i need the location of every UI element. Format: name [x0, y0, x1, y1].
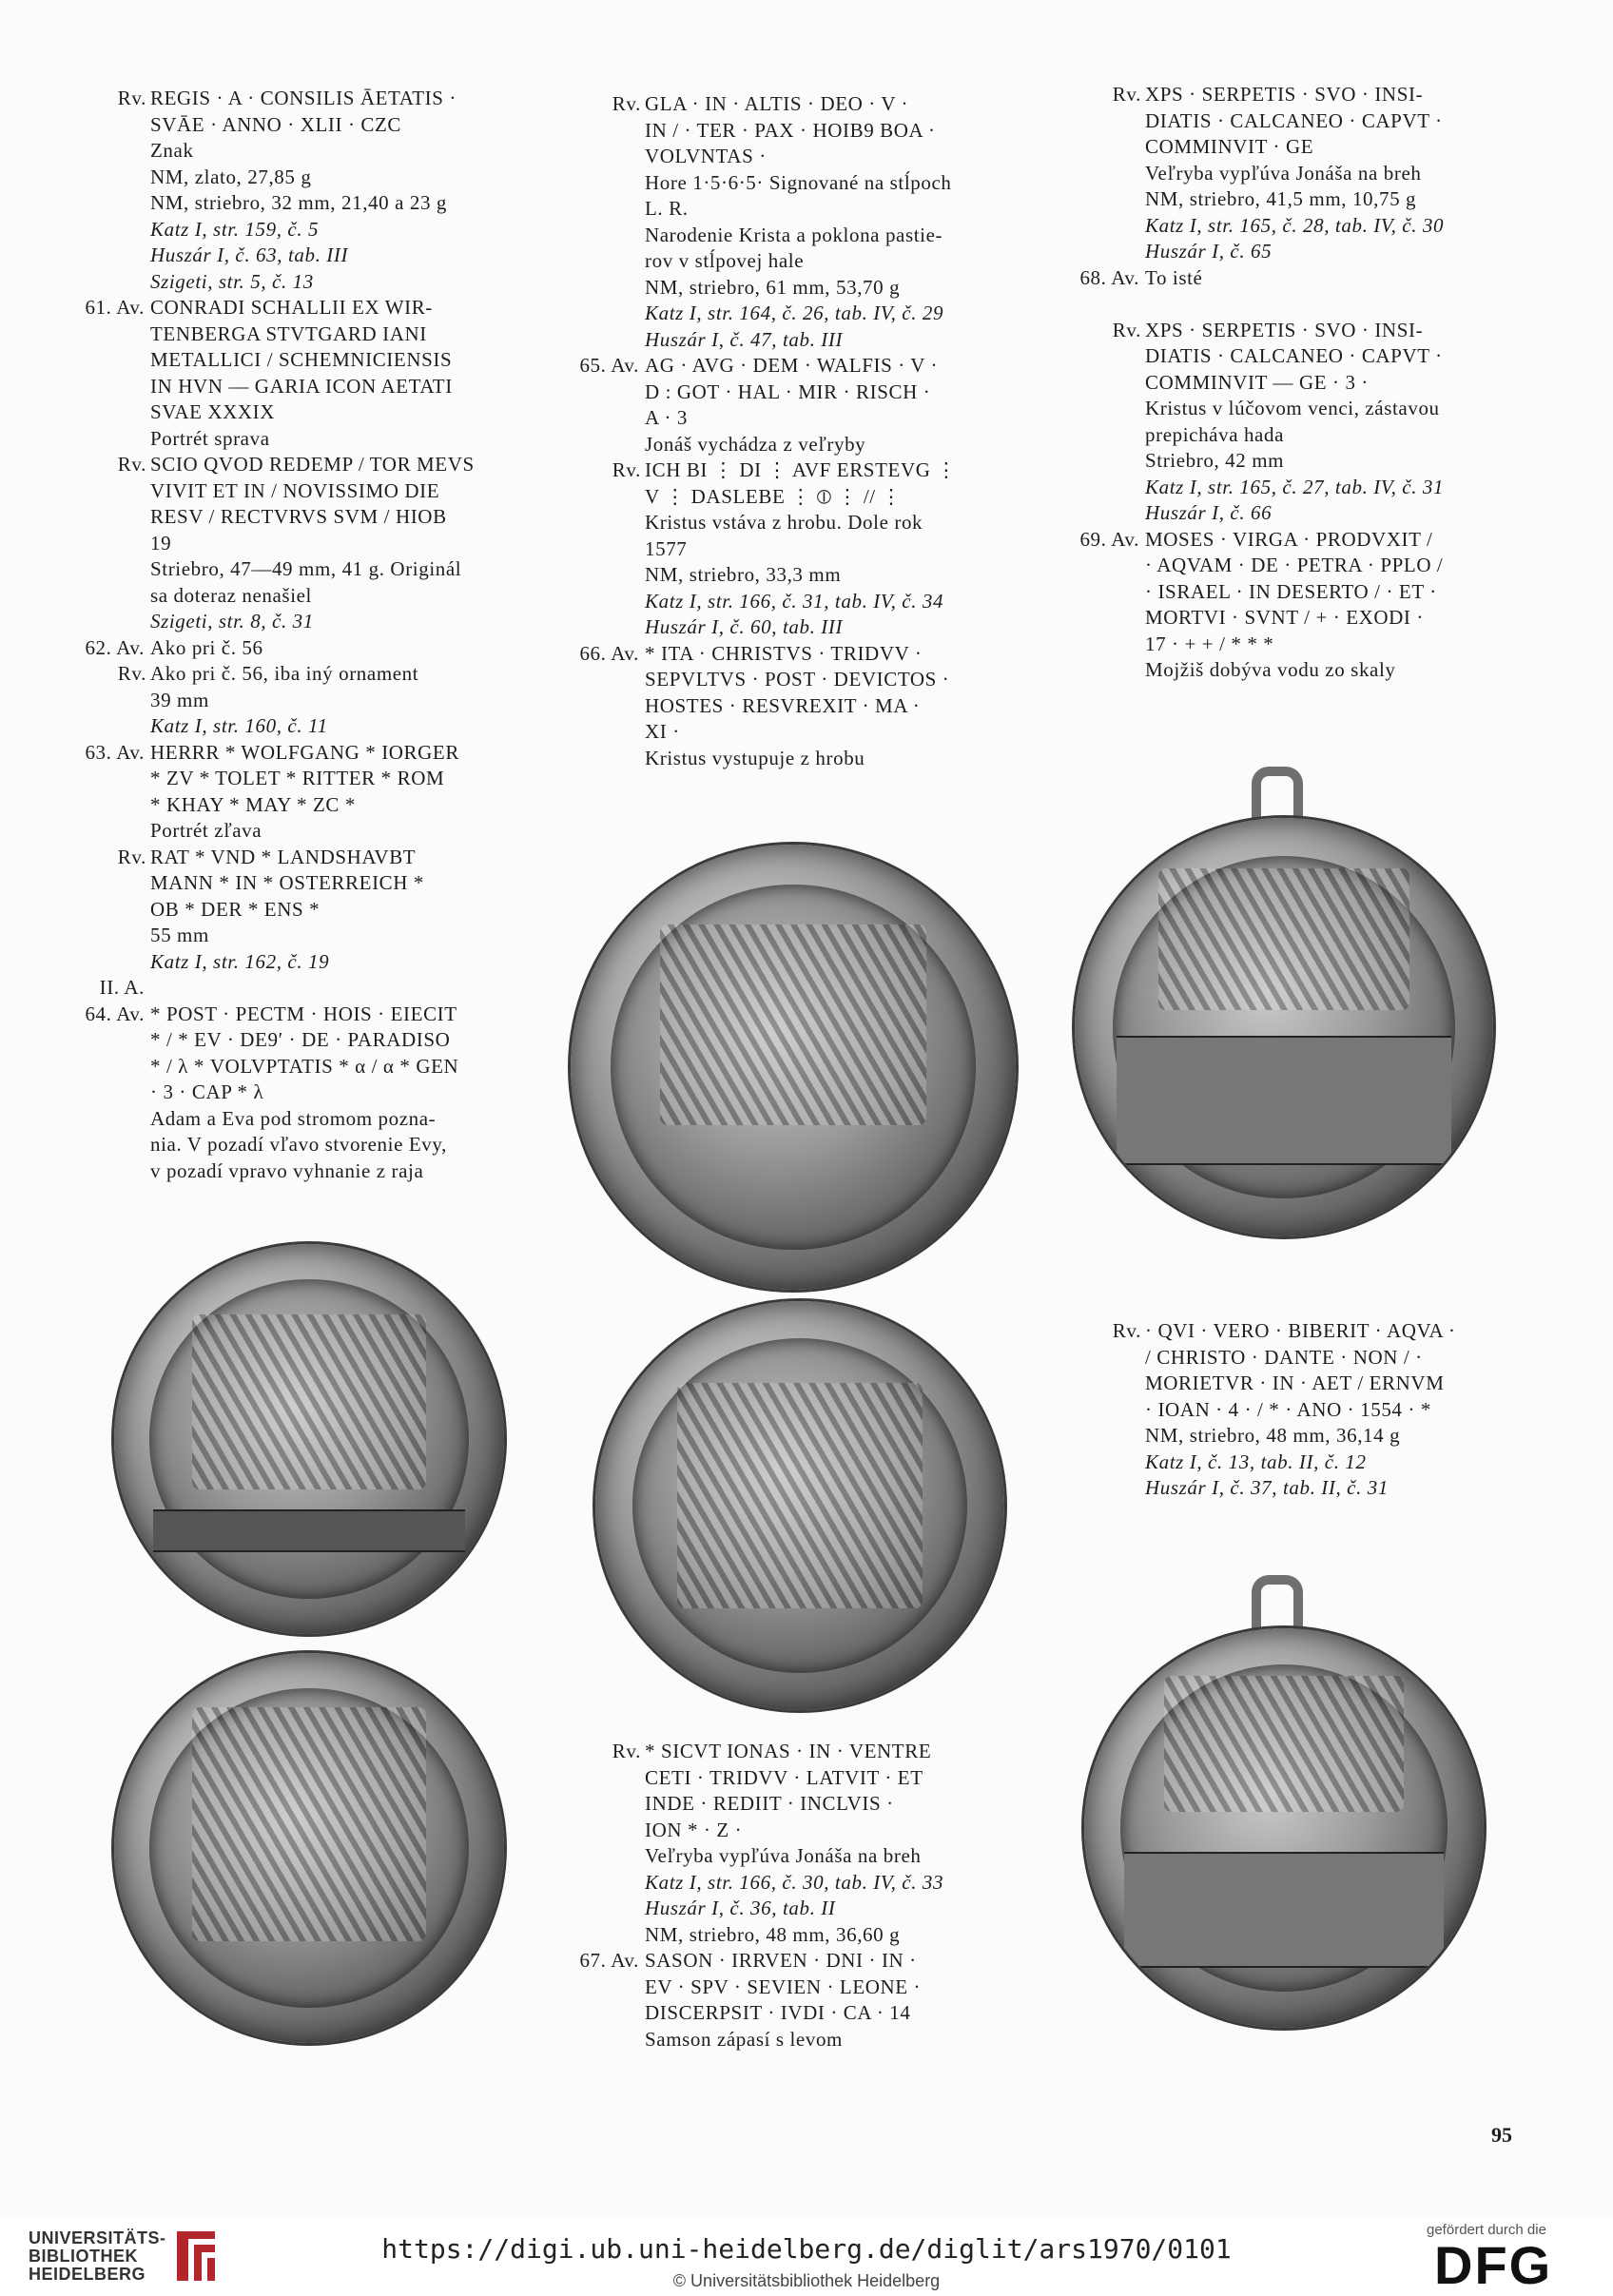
entry-line — [645, 196, 1025, 223]
entry-line — [150, 949, 531, 976]
entry-line — [645, 1870, 1025, 1897]
entry-line — [645, 327, 1025, 354]
medal-69-image — [1075, 818, 1493, 1236]
entry-text: Znak — [150, 139, 194, 162]
library-name-line-3: HEIDELBERG — [29, 2265, 146, 2284]
entry-line — [150, 1027, 531, 1054]
catalog-entry — [1112, 1318, 1526, 1502]
catalog-entry — [1079, 265, 1526, 527]
entry-text: sa doteraz nenašiel — [150, 583, 312, 607]
entry-line — [150, 504, 531, 531]
catalog-entry — [85, 1002, 531, 1185]
entry-text: ICH BI ⋮ DI ⋮ AVF ERSTEVG ⋮ — [645, 458, 957, 481]
entry-text: SASON · IRRVEN · DNI · IN · — [645, 1949, 917, 1972]
entry-text: 55 mm — [150, 924, 209, 946]
library-name-line-1: UNIVERSITÄTS- — [29, 2228, 166, 2247]
entry-text: Katz I, č. 13, tab. II, č. 12 — [1145, 1450, 1367, 1473]
entry-text: Narodenie Krista a poklona pastie- — [645, 223, 943, 246]
entry-line — [645, 614, 1025, 641]
entry-line — [150, 1054, 531, 1080]
footer — [0, 2216, 1613, 2296]
entry-line — [150, 426, 531, 453]
entry-line — [1145, 1397, 1526, 1424]
catalog-entry — [612, 91, 1025, 353]
entry-line — [645, 1843, 1025, 1870]
entry-text: Huszár I, č. 66 — [1145, 501, 1273, 524]
entry-line — [1145, 265, 1526, 292]
entry-line — [1145, 396, 1526, 422]
entry-text: Mojžiš dobýva vodu zo skaly — [1145, 658, 1396, 681]
medal-67-image — [1084, 1628, 1484, 2028]
entry-text: COMMINVIT — GE · 3 · — [1145, 370, 1370, 394]
entry-line — [1145, 291, 1526, 318]
side-label: Rv. — [1112, 1319, 1141, 1342]
entry-line — [150, 321, 531, 348]
entry-text: * / λ * VOLVPTATIS * α / α * GEN — [150, 1054, 459, 1078]
entry-text: MORIETVR · IN · AET / ERNVM — [1145, 1372, 1445, 1394]
entry-text: SCIO QVOD REDEMP / TOR MEVS — [150, 453, 475, 476]
entry-text: prepicháva hada — [1145, 422, 1285, 446]
entry-line — [150, 138, 531, 165]
entry-number: 68. Av. — [1079, 265, 1139, 289]
entry-number: 69. Av. — [1079, 527, 1139, 551]
entry-line — [645, 170, 1025, 197]
entry-text: Huszár I, č. 65 — [1145, 240, 1273, 263]
catalog-entry — [117, 86, 531, 295]
entry-line — [1145, 1371, 1526, 1397]
entry-text: Kristus vystupuje z hrobu — [645, 746, 865, 769]
entry-line — [150, 165, 531, 191]
entry-line — [1145, 632, 1526, 658]
entry-text: Katz I, str. 159, č. 5 — [150, 217, 320, 241]
entry-line — [645, 746, 1025, 772]
entry-text: MORTVI · SVNT / + · EXODI · — [1145, 606, 1424, 629]
entry-number: 66. Av. — [579, 641, 639, 665]
entry-line — [150, 1080, 531, 1106]
entry-text: 1577 — [645, 536, 688, 560]
entry-number: 61. Av. — [85, 296, 145, 319]
entry-line — [117, 452, 531, 478]
entry-line — [645, 1818, 1025, 1844]
entry-text: Huszár I, č. 47, tab. III — [645, 327, 844, 351]
text-column-right-lower — [1112, 1318, 1526, 1502]
entry-line — [150, 190, 531, 217]
entry-line — [150, 609, 531, 635]
entry-line — [1145, 213, 1526, 240]
entry-text: NM, striebro, 32 mm, 21,40 a 23 g — [150, 191, 448, 214]
entry-line — [150, 1002, 531, 1028]
entry-text: * ZV * TOLET * RITTER * ROM — [150, 767, 445, 789]
entry-text: Huszár I, č. 37, tab. II, č. 31 — [1145, 1476, 1389, 1499]
side-label: Rv. — [612, 458, 641, 481]
entry-text: · ISRAEL · IN DESERTO / · ET · — [1145, 579, 1437, 603]
entry-line — [150, 399, 531, 426]
entry-text: Szigeti, str. 5, č. 13 — [150, 269, 314, 293]
entry-line — [150, 897, 531, 924]
entry-line — [645, 562, 1025, 589]
entry-text: Katz I, str. 166, č. 30, tab. IV, č. 33 — [645, 1870, 944, 1894]
catalog-entry — [579, 1948, 1025, 2053]
entry-text: CONRADI SCHALLII EX WIR- — [150, 296, 433, 319]
entry-text: v pozadí vpravo vyhnanie z raja — [150, 1158, 424, 1182]
entry-line — [645, 223, 1025, 249]
entry-text: IN HVN — GARIA ICON AETATI — [150, 374, 453, 398]
entry-line — [1145, 186, 1526, 213]
entry-line — [150, 556, 531, 583]
entry-text: Katz I, str. 164, č. 26, tab. IV, č. 29 — [645, 302, 944, 324]
entry-text: EV · SPV · SEVIEN · LEONE · — [645, 1975, 922, 1998]
catalog-entry — [85, 635, 531, 740]
entry-line — [150, 766, 531, 792]
copyright-text: © Universitätsbibliothek Heidelberg — [672, 2271, 941, 2290]
side-label: Rv. — [117, 845, 146, 868]
entry-text: XPS · SERPETIS · SVO · INSI- — [1145, 83, 1424, 106]
side-label: Rv. — [117, 662, 146, 685]
entry-text: TENBERGA STVTGARD IANI — [150, 321, 427, 345]
entry-line — [1112, 318, 1526, 344]
entry-text: SEPVLTVS · POST · DEVICTOS · — [645, 668, 950, 691]
entry-text: Huszár I, č. 63, tab. III — [150, 243, 349, 266]
entry-text: REGIS · A · CONSILIS ĀETATIS · — [150, 87, 457, 109]
entry-text: RESV / RECTVRVS SVM / HIOB — [150, 505, 447, 528]
entry-line — [117, 86, 531, 112]
entry-text: OB * DER * ENS * — [150, 897, 321, 921]
entry-text: NM, striebro, 48 mm, 36,60 g — [645, 1922, 901, 1946]
entry-text: Katz I, str. 165, č. 28, tab. IV, č. 30 — [1145, 213, 1445, 237]
entry-line — [117, 845, 531, 871]
catalog-entry — [1112, 82, 1526, 265]
entry-text: RAT * VND * LANDSHAVBT — [150, 845, 417, 868]
entry-text: · 3 · CAP * λ — [150, 1080, 264, 1103]
side-label: Rv. — [612, 1740, 641, 1762]
entry-text: Ako pri č. 56 — [150, 635, 263, 659]
entry-line — [645, 1765, 1025, 1792]
entry-line — [1145, 579, 1526, 606]
side-label: Rv. — [612, 92, 641, 115]
entry-text: INDE · REDIIT · INCLVIS · — [645, 1792, 894, 1815]
entry-line — [150, 295, 531, 321]
entry-line — [150, 347, 531, 374]
entry-line — [645, 510, 1025, 536]
entry-text: · QVI · VERO · BIBERIT · AQVA · — [1145, 1319, 1456, 1342]
entry-line — [612, 457, 1025, 484]
entry-line — [645, 719, 1025, 746]
entry-line — [1145, 343, 1526, 370]
side-label: Rv. — [1112, 83, 1141, 106]
entry-line — [645, 1896, 1025, 1922]
entry-line — [1112, 82, 1526, 108]
entry-text: Veľryba vypľúva Jonáša na breh — [645, 1844, 922, 1867]
entry-text: NM, striebro, 48 mm, 36,14 g — [1145, 1424, 1401, 1447]
side-label: Rv. — [117, 453, 146, 476]
side-label: Rv. — [1112, 318, 1141, 341]
entry-line — [1145, 553, 1526, 579]
entry-text: SVĀE · ANNO · XLII · CZC — [150, 112, 402, 136]
entry-line — [150, 688, 531, 714]
entry-line — [645, 2027, 1025, 2053]
entry-line — [150, 243, 531, 269]
catalog-entry — [579, 641, 1025, 772]
entry-line — [645, 2000, 1025, 2027]
entry-line — [1145, 1475, 1526, 1502]
entry-line — [612, 91, 1025, 118]
entry-text: L. R. — [645, 197, 689, 220]
entry-line — [1145, 370, 1526, 397]
entry-text: Samson zápasí s levom — [645, 2027, 843, 2051]
text-column-right — [1079, 82, 1526, 684]
entry-line — [645, 379, 1025, 406]
entry-line — [645, 118, 1025, 145]
catalog-entry — [85, 295, 531, 635]
medal-65-image — [595, 1301, 1004, 1710]
entry-text: NM, zlato, 27,85 g — [150, 165, 312, 188]
entry-line — [1112, 1318, 1526, 1345]
entry-line — [645, 484, 1025, 511]
entry-line — [645, 536, 1025, 563]
catalog-entry — [85, 740, 531, 976]
entry-line — [150, 217, 531, 243]
entry-number: 67. Av. — [579, 1949, 639, 1972]
entry-line — [645, 1791, 1025, 1818]
entry-line — [150, 740, 531, 767]
entry-text: · AQVAM · DE · PETRA · PPLO / — [1145, 554, 1444, 576]
entry-text: DISCERPSIT · IVDI · CA · 14 — [645, 2001, 911, 2024]
funding-note: gefördert durch die — [1427, 2222, 1546, 2238]
entry-line — [645, 589, 1025, 615]
entry-line — [150, 269, 531, 296]
library-name-line-2: BIBLIOTHEK — [29, 2247, 138, 2266]
entry-line — [1145, 527, 1526, 554]
entry-text: * / * EV · DE9′ · DE · PARADISO — [150, 1028, 451, 1051]
entry-line — [150, 583, 531, 610]
entry-line — [645, 693, 1025, 720]
entry-text: A · 3 — [645, 406, 688, 429]
entry-line — [1145, 422, 1526, 449]
entry-line — [645, 432, 1025, 458]
entry-text: Katz I, str. 166, č. 31, tab. IV, č. 34 — [645, 589, 944, 613]
entry-text: Hore 1·5·6·5· Signované na stĺpoch — [645, 170, 952, 194]
entry-text: Striebro, 47—49 mm, 41 g. Originál — [150, 557, 462, 580]
entry-line — [150, 870, 531, 897]
entry-text: VOLVNTAS · — [645, 145, 767, 167]
entry-text: Veľryba vypľúva Jonáša na breh — [1145, 161, 1422, 185]
entry-text: 17 · + + / * * * — [1145, 632, 1274, 655]
catalog-entry — [612, 1739, 1025, 1948]
entry-line — [117, 661, 531, 688]
entry-number: 63. Av. — [85, 740, 145, 764]
document-url-link[interactable]: https://digi.ub.uni-heidelberg.de/diglit/ars1970/0101 — [381, 2233, 1232, 2265]
entry-line — [645, 667, 1025, 693]
text-column-middle — [579, 91, 1025, 771]
entry-text: Jonáš vychádza z veľryby — [645, 432, 866, 456]
entry-line — [645, 641, 1025, 668]
entry-line — [612, 1739, 1025, 1765]
entry-line — [1145, 1345, 1526, 1372]
entry-line — [1145, 108, 1526, 135]
entry-line — [1145, 448, 1526, 475]
entry-text: Kristus v lúčovom venci, zástavou — [1145, 397, 1440, 419]
entry-text: 19 — [150, 531, 172, 555]
entry-line — [1145, 475, 1526, 501]
entry-text: nia. V pozadí vľavo stvorenie Evy, — [150, 1133, 447, 1156]
medal-64-reverse-image — [114, 1653, 504, 2043]
text-column-left — [85, 86, 531, 1184]
entry-line — [1145, 1423, 1526, 1450]
entry-text: * POST · PECTM · HOIS · EIECIT — [150, 1002, 457, 1025]
entry-text: Adam a Eva pod stromom pozna- — [150, 1106, 437, 1130]
entry-line — [1145, 500, 1526, 527]
entry-line — [150, 635, 531, 662]
entry-line — [1145, 134, 1526, 161]
text-column-middle-lower — [579, 1739, 1025, 2053]
entry-text: To isté — [1145, 265, 1203, 289]
entry-line — [150, 713, 531, 740]
dfg-logo: DFG — [1434, 2235, 1553, 2295]
entry-number: 65. Av. — [579, 354, 639, 377]
entry-line — [645, 1948, 1025, 1975]
entry-text: NM, striebro, 41,5 mm, 10,75 g — [1145, 187, 1417, 210]
entry-line — [150, 112, 531, 139]
entry-text: 39 mm — [150, 688, 209, 711]
entry-line — [150, 1132, 531, 1158]
entry-line — [150, 818, 531, 845]
entry-text: HOSTES · RESVREXIT · MA · — [645, 693, 921, 717]
entry-line — [645, 275, 1025, 302]
entry-line — [150, 792, 531, 819]
entry-text: IN / · TER · PAX · HOIB9 BOA · — [645, 118, 936, 142]
entry-text: Portrét zľava — [150, 819, 262, 842]
entry-line — [645, 1922, 1025, 1949]
entry-line — [645, 1975, 1025, 2001]
entry-text: Huszár I, č. 36, tab. II — [645, 1897, 836, 1919]
entry-text: Katz I, str. 162, č. 19 — [150, 949, 330, 973]
entry-line — [150, 478, 531, 505]
entry-text: V ⋮ DASLEBE ⋮ ⦶ ⋮ // ⋮ — [645, 484, 903, 508]
entry-text: Szigeti, str. 8, č. 31 — [150, 610, 314, 632]
entry-text: XI · — [645, 720, 680, 743]
entry-line — [150, 374, 531, 400]
entry-number: 64. Av. — [85, 1002, 145, 1025]
entry-text: MANN * IN * OSTERREICH * — [150, 871, 424, 894]
entry-text: / CHRISTO · DANTE · NON / · — [1145, 1345, 1423, 1369]
catalog-entry — [579, 353, 1025, 641]
entry-text: VIVIT ET IN / NOVISSIMO DIE — [150, 478, 440, 502]
entry-text: * KHAY * MAY * ZC * — [150, 792, 356, 816]
entry-text: * ITA · CHRISTVS · TRIDVV · — [645, 641, 923, 665]
entry-text: Portrét sprava — [150, 426, 270, 450]
entry-line — [1145, 161, 1526, 187]
entry-text: HERRR * WOLFGANG * IORGER — [150, 740, 459, 764]
entry-line — [645, 248, 1025, 275]
entry-line — [150, 923, 531, 949]
entry-line — [1145, 1450, 1526, 1476]
entry-line — [150, 1106, 531, 1133]
entry-line — [645, 405, 1025, 432]
entry-text: XPS · SERPETIS · SVO · INSI- — [1145, 318, 1424, 341]
entry-line — [1145, 657, 1526, 684]
page-number: 95 — [1491, 2123, 1512, 2147]
catalog-entry — [1079, 527, 1526, 684]
entry-line — [150, 1158, 531, 1185]
entry-text: MOSES · VIRGA · PRODVXIT / — [1145, 527, 1433, 551]
catalog-entry — [99, 975, 531, 1002]
entry-text: Kristus vstáva z hrobu. Dole rok — [645, 511, 923, 534]
entry-text: ION * · Z · — [645, 1818, 743, 1841]
entry-line — [150, 531, 531, 557]
entry-text: DIATIS · CALCANEO · CAPVT · — [1145, 108, 1443, 132]
entry-number: II. A. — [99, 976, 145, 999]
entry-line — [1145, 239, 1526, 265]
entry-text: Ako pri č. 56, iba iný ornament — [150, 662, 419, 685]
medal-64-obverse-image — [114, 1244, 504, 1634]
entry-line — [645, 301, 1025, 327]
entry-text: DIATIS · CALCANEO · CAPVT · — [1145, 344, 1443, 367]
entry-line — [1145, 605, 1526, 632]
entry-text: CETI · TRIDVV · LATVIT · ET — [645, 1765, 923, 1789]
entry-text: AG · AVG · DEM · WALFIS · V · — [645, 354, 939, 377]
entry-text: Katz I, str. 165, č. 27, tab. IV, č. 31 — [1145, 475, 1445, 498]
entry-text: SVAE XXXIX — [150, 400, 276, 423]
entry-text: Katz I, str. 160, č. 11 — [150, 714, 328, 737]
entry-line — [645, 353, 1025, 379]
entry-text: D : GOT · HAL · MIR · RISCH · — [645, 379, 931, 403]
medal-66-image — [571, 845, 1016, 1290]
entry-text: COMMINVIT · GE — [1145, 135, 1314, 158]
entry-text: · IOAN · 4 · / * · ANO · 1554 · * — [1145, 1397, 1431, 1421]
entry-text: METALLICI / SCHEMNICIENSIS — [150, 348, 453, 371]
entry-text: NM, striebro, 61 mm, 53,70 g — [645, 275, 901, 299]
entry-text: * SICVT IONAS · IN · VENTRE — [645, 1740, 932, 1762]
entry-text: Huszár I, č. 60, tab. III — [645, 615, 844, 638]
entry-number: 62. Av. — [85, 635, 145, 659]
entry-text: rov v stĺpovej hale — [645, 249, 805, 272]
entry-text: GLA · IN · ALTIS · DEO · V · — [645, 92, 909, 115]
entry-text: Striebro, 42 mm — [1145, 449, 1285, 472]
side-label: Rv. — [117, 87, 146, 109]
entry-line — [645, 144, 1025, 170]
entry-text: NM, striebro, 33,3 mm — [645, 563, 842, 586]
